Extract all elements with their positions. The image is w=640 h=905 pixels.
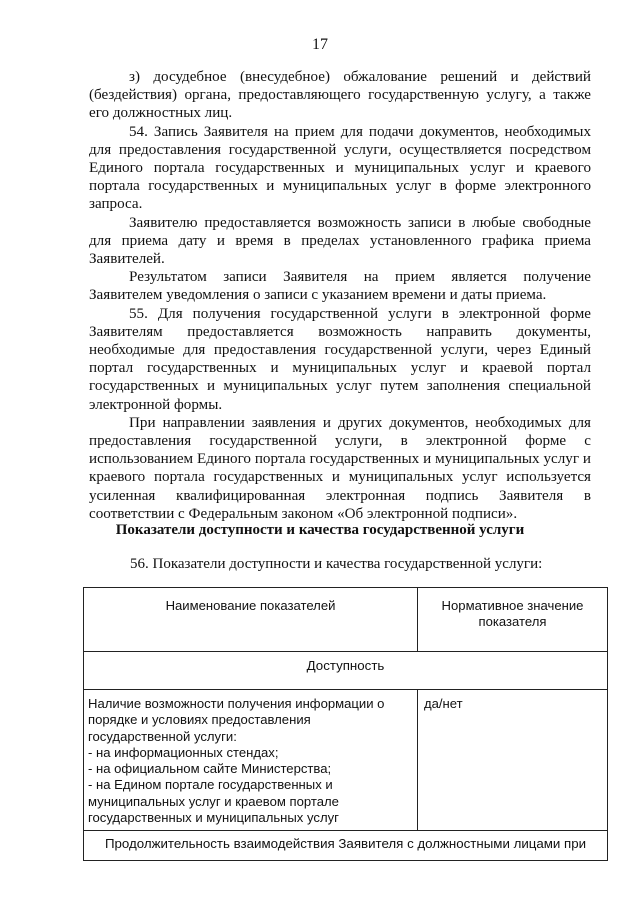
table-row [84, 690, 608, 831]
indicator-line: государственных и муниципальных услуг [88, 810, 339, 826]
paragraph-55: 55. Для получения государственной услуги в электронной форме Заявителям предоставляется возможность направить документы, необходимые для предоставления государственной услуги, через Единый портал государственных и муниципальных услуг и краевой портал государственных и муниципальных услуг путем заполнения специальной электронной формы. [89, 305, 591, 413]
header-normative-value: Нормативное значение показателя [418, 588, 608, 652]
indicators-table [83, 587, 608, 861]
document-body [89, 68, 591, 523]
table-header-row [84, 588, 608, 652]
paragraph-54: 54. Запись Заявителя на прием для подачи документов, необходимых для предоставления государственной услуги, осуществляется посредством Единого портала государственных и муниципальных услуг и краевого портала государственных и муниципальных услуг в форме электронного запроса. [89, 123, 591, 213]
paragraph-electronic-signature: При направлении заявления и других документов, необходимых для предоставления государственной услуги, в электронной форме с использованием Единого портала государственных и муниципальных услуг и краевого портала государственных и муниципальных услуг используется усиленная квалифицированная электронная подпись Заявителя в соответствии с Федеральным законом «Об электронной подписи». [89, 414, 591, 522]
page-number: 17 [312, 36, 328, 53]
section-intro: 56. Показатели доступности и качества государственной услуги: [130, 556, 543, 572]
indicator-value-cell: да/нет [418, 690, 608, 831]
paragraph-item-z: з) досудебное (внесудебное) обжалование решений и действий (бездействия) органа, предоставляющего государственную услугу, а также его должностных лиц. [89, 69, 591, 122]
indicator-line: - на Едином портале государственных и [88, 777, 333, 793]
indicator-interaction-duration: Продолжительность взаимодействия Заявителя с должностными лицами при [84, 831, 608, 861]
indicator-name-cell [84, 690, 418, 831]
group-accessibility: Доступность [84, 652, 608, 690]
table-group-row [84, 652, 608, 690]
header-indicator-name: Наименование показателей [84, 588, 418, 652]
indicator-line: порядке и условиях предоставления [88, 712, 311, 728]
indicator-line: - на информационных стендах; [88, 744, 279, 760]
section-heading: Показатели доступности и качества государственной услуги [115, 522, 525, 538]
indicator-line: - на официальном сайте Министерства; [88, 761, 332, 777]
table-row [84, 831, 608, 861]
indicator-line: Наличие возможности получения информации о [88, 696, 385, 711]
indicator-line: государственной услуги: [88, 728, 237, 744]
paragraph-appointment-result: Результатом записи Заявителя на прием является получение Заявителем уведомления о записи с указанием времени и даты приема. [89, 269, 591, 304]
paragraph-appointment-options: Заявителю предоставляется возможность записи в любые свободные для приема дату и время в пределах установленного графика приема Заявителей. [89, 214, 591, 268]
indicator-line: муниципальных услуг и краевом портале [88, 793, 339, 809]
